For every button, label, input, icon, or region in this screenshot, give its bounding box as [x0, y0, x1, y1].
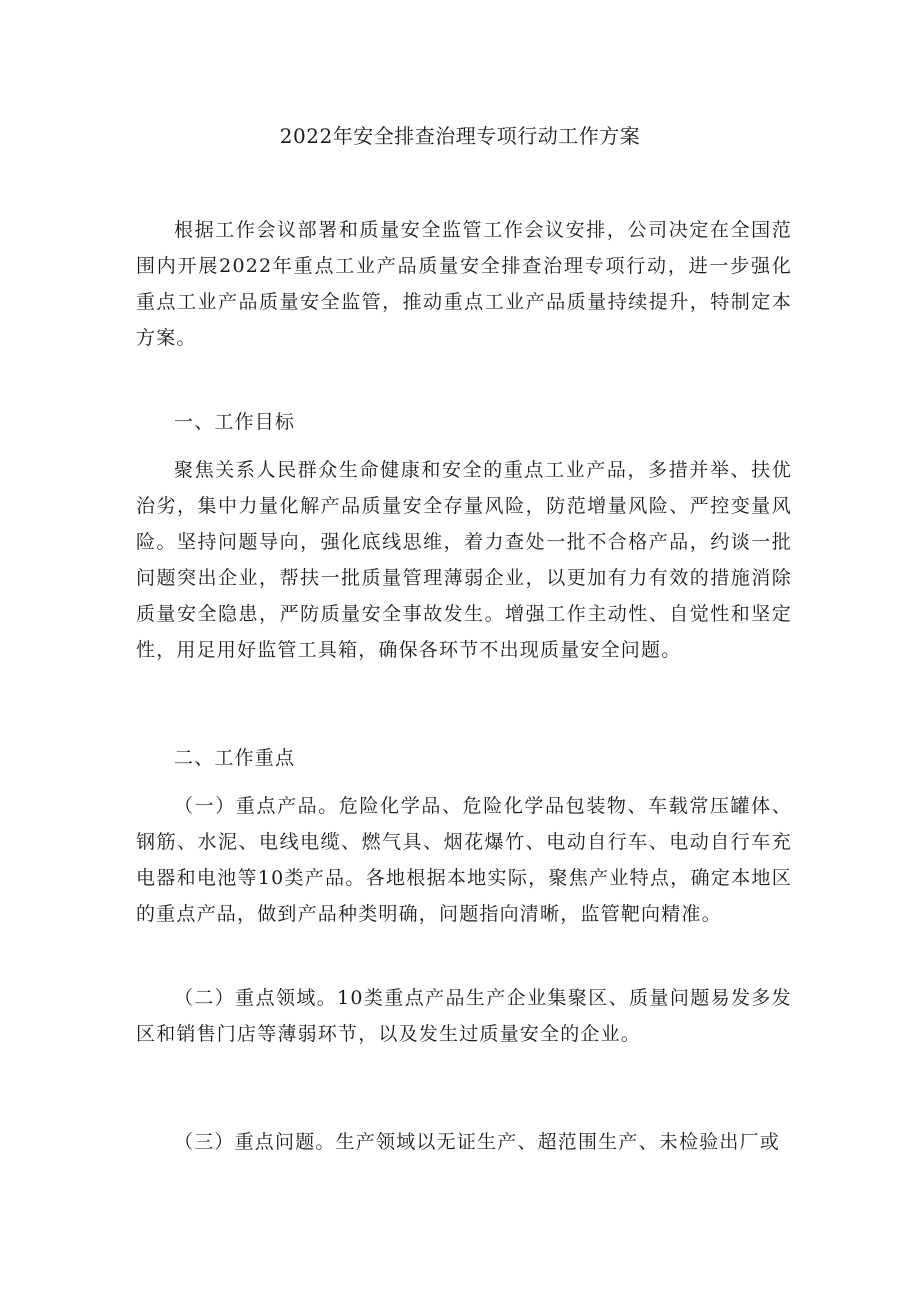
priority-issues-paragraph: （三）重点问题。生产领域以无证生产、超范围生产、未检验出厂或: [174, 1131, 781, 1153]
intro-paragraph: 根据工作会议部署和质量安全监管工作会议安排，公司决定在全国范围内开展2022年重点工业产品质量安全排查治理专项行动，进一步强化重点工业产品质量安全监管，推动重点工业产品质量持续提升，特制定本方案。: [136, 219, 792, 349]
section-heading-priorities: 二、工作重点: [174, 747, 296, 769]
section-heading-goals: 一、工作目标: [174, 411, 296, 433]
priority-products-paragraph: （一）重点产品。危险化学品、危险化学品包装物、车载常压罐体、钢筋、水泥、电线电缆、燃气具、烟花爆竹、电动自行车、电动自行车充电器和电池等10类产品。各地根据本地实际，聚焦产业特点，确定本地区的重点产品，做到产品种类明确，问题指向清晰，监管靶向精准。: [136, 795, 792, 925]
document-title: 2022年安全排查治理专项行动工作方案: [279, 124, 641, 148]
priority-areas-paragraph: （二）重点领域。10类重点产品生产企业集聚区、质量问题易发多发区和销售门店等薄弱环节，以及发生过质量安全的企业。: [136, 987, 792, 1045]
goals-paragraph: 聚焦关系人民群众生命健康和安全的重点工业产品，多措并举、扶优治劣，集中力量化解产品质量安全存量风险，防范增量风险、严控变量风险。坚持问题导向，强化底线思维，着力查处一批不合格产品，约谈一批问题突出企业，帮扶一批质量管理薄弱企业，以更加有力有效的措施消除质量安全隐患，严防质量安全事故发生。增强工作主动性、自觉性和坚定性，用足用好监管工具箱，确保各环节不出现质量安全问题。: [136, 459, 792, 661]
